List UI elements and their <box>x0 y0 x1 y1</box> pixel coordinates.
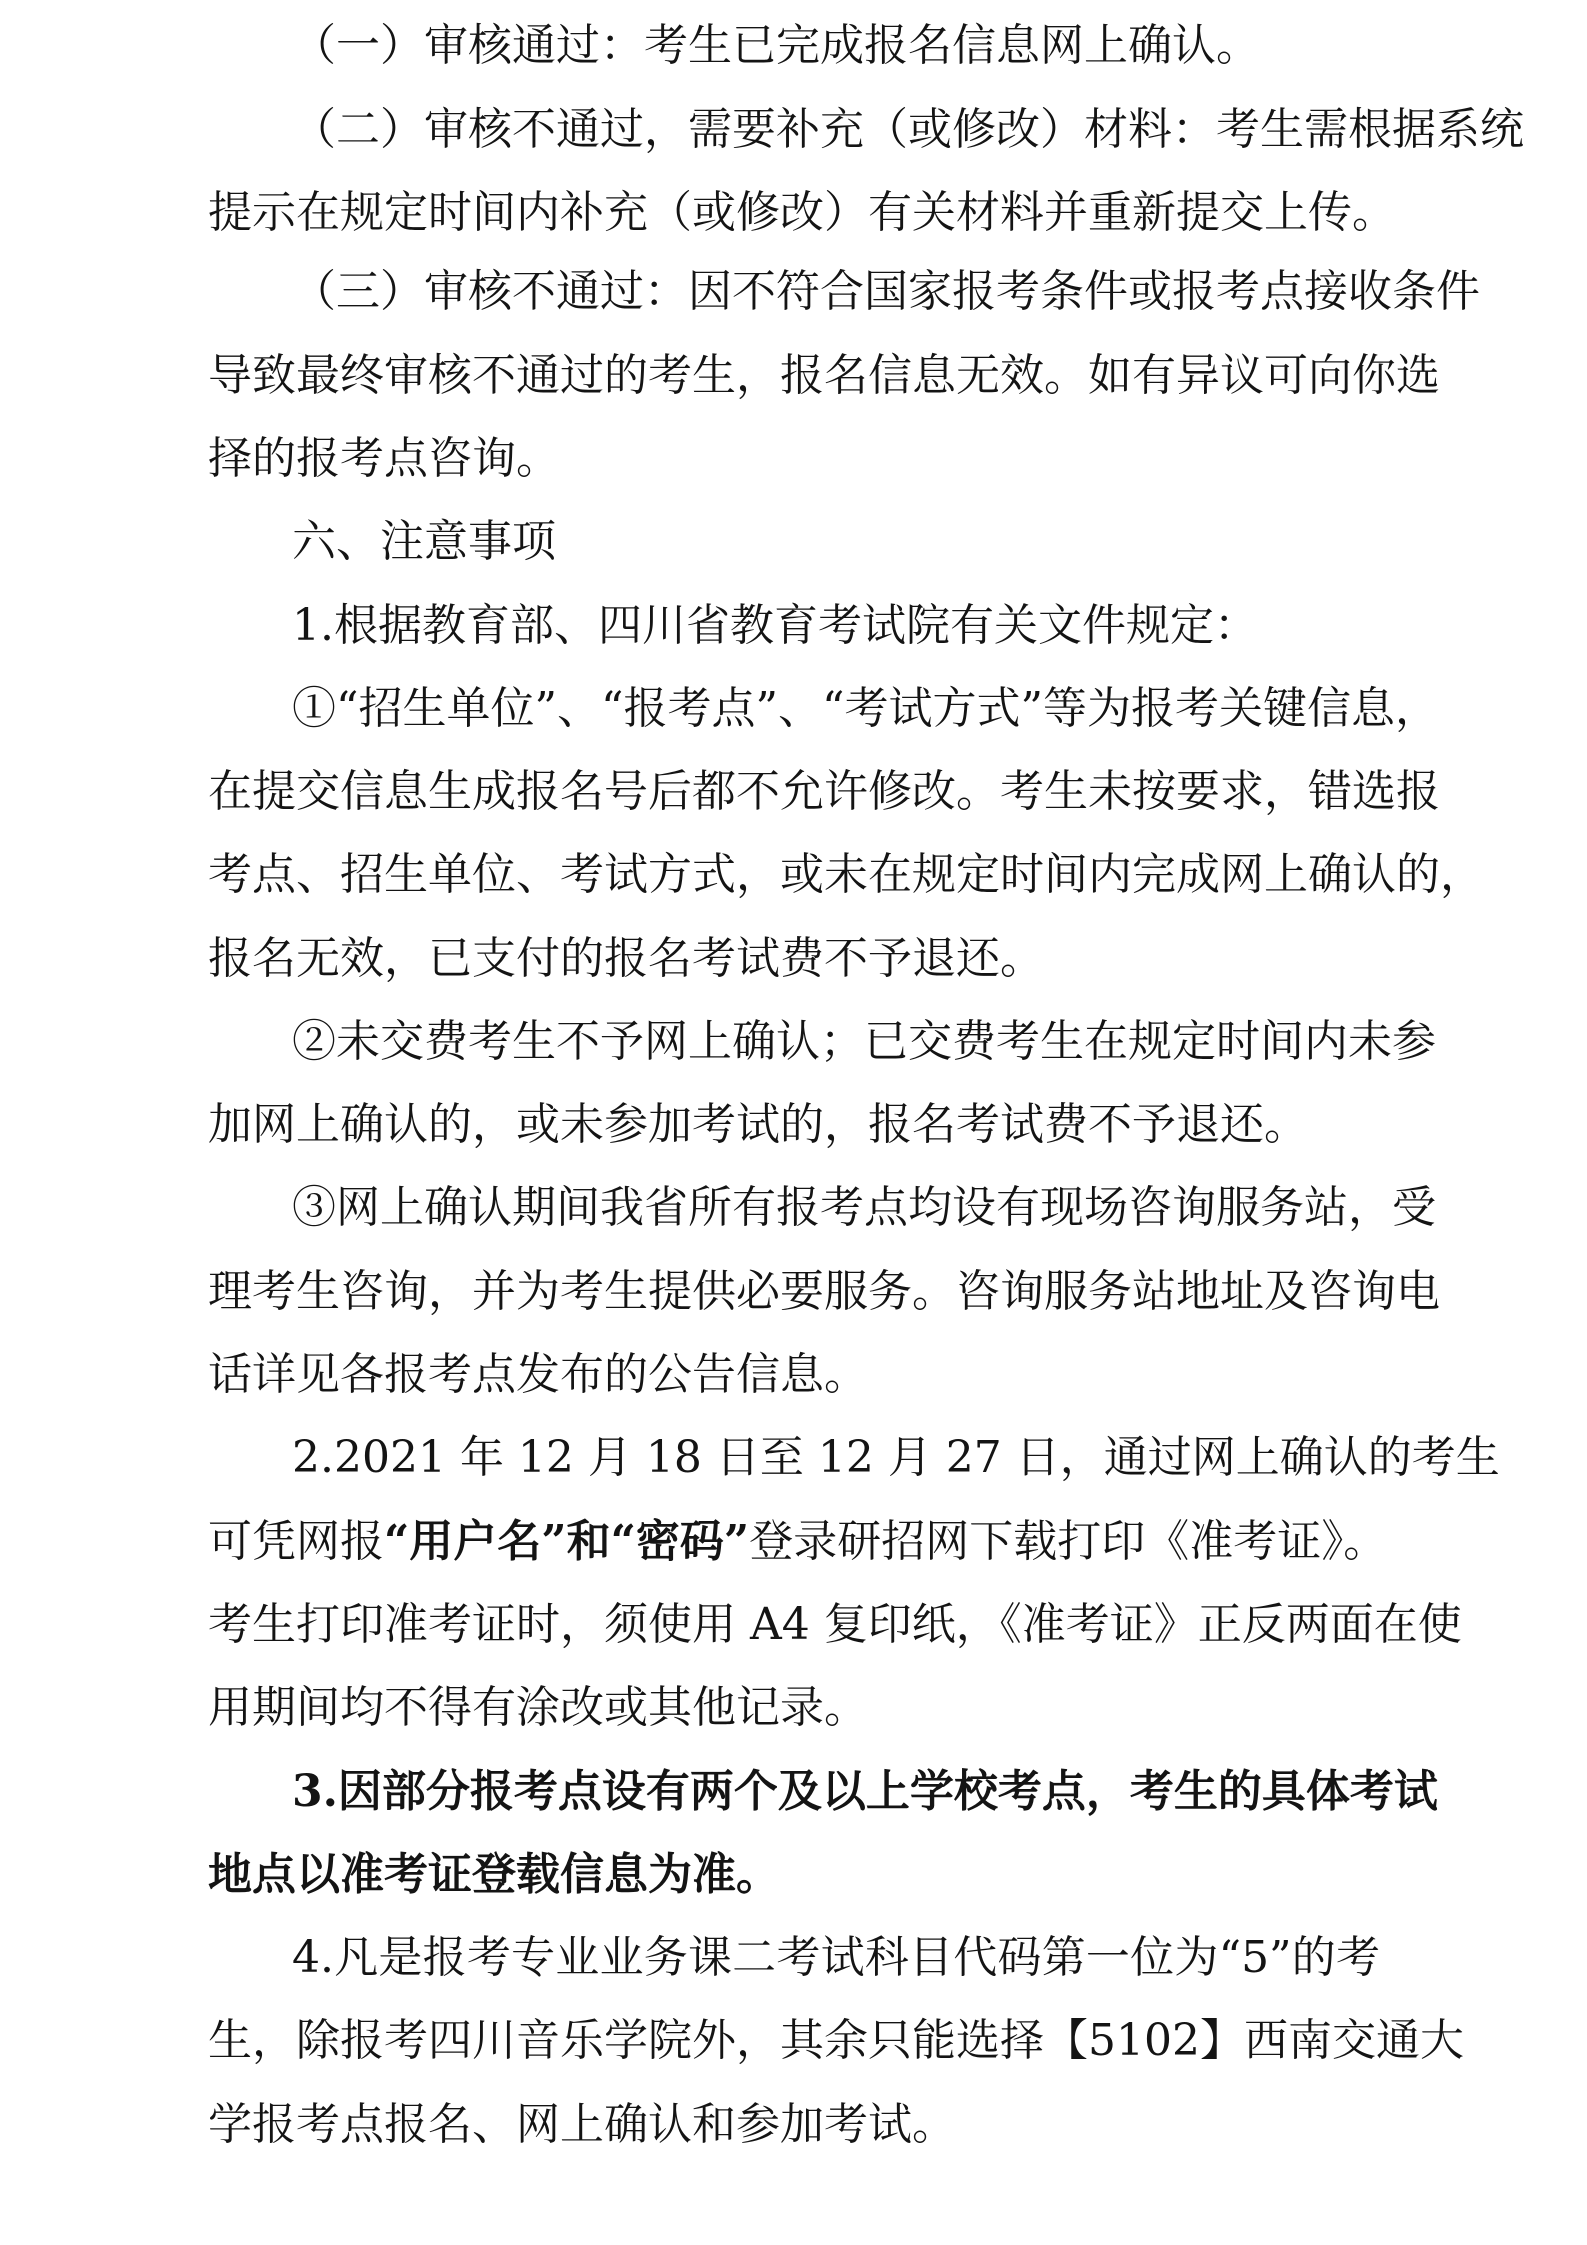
review-supplement-line-2: 提示在规定时间内补充（或修改）有关材料并重新提交上传。 <box>208 187 1396 238</box>
item2-line-1: 2.2021 年 12 月 18 日至 12 月 27 日，通过网上确认的考生 <box>292 1432 1500 1483</box>
item1-intro: 1.根据教育部、四川省教育考试院有关文件规定： <box>292 600 1258 651</box>
item1-p1-line-4: 报名无效，已支付的报名考试费不予退还。 <box>208 933 1044 984</box>
item2-line-3: 考生打印准考证时，须使用 A4 复印纸，《准考证》正反两面在使 <box>208 1599 1462 1650</box>
item1-p1-line-2: 在提交信息生成报名号后都不允许修改。考生未按要求，错选报 <box>208 766 1440 817</box>
item2-credentials: “用户名”和“密码” <box>384 1516 750 1567</box>
review-rejected-line-3: 择的报考点咨询。 <box>208 433 560 484</box>
review-rejected-line-2: 导致最终审核不通过的考生，报名信息无效。如有异议可向你选 <box>208 350 1440 401</box>
item4-line-3: 学报考点报名、网上确认和参加考试。 <box>208 2099 956 2150</box>
item3-line-2: 地点以准考证登载信息为准。 <box>208 1849 780 1900</box>
item1-p1-line-3: 考点、招生单位、考试方式，或未在规定时间内完成网上确认的， <box>208 849 1484 900</box>
item1-p3-line-1: ③网上确认期间我省所有报考点均设有现场咨询服务站，受 <box>292 1182 1436 1233</box>
item1-p1-line-1: ①“招生单位”、“报考点”、“考试方式”等为报考关键信息， <box>292 683 1439 734</box>
review-supplement-line-1: （二）审核不通过，需要补充（或修改）材料：考生需根据系统 <box>292 104 1524 155</box>
review-rejected-line-1: （三）审核不通过：因不符合国家报考条件或报考点接收条件 <box>292 266 1480 317</box>
item1-p2-line-1: ②未交费考生不予网上确认；已交费考生在规定时间内未参 <box>292 1016 1436 1067</box>
item2-line-2 <box>208 1512 1388 1572</box>
item1-p2-line-2: 加网上确认的，或未参加考试的，报名考试费不予退还。 <box>208 1099 1308 1150</box>
item1-p3-line-3: 话详见各报考点发布的公告信息。 <box>208 1349 868 1400</box>
item4-line-2: 生，除报考四川音乐学院外，其余只能选择【5102】西南交通大 <box>208 2015 1464 2066</box>
review-approved: （一）审核通过：考生已完成报名信息网上确认。 <box>292 20 1260 71</box>
section-heading: 六、注意事项 <box>292 516 556 567</box>
item4-line-1: 4.凡是报考专业业务课二考试科目代码第一位为“5”的考 <box>292 1932 1380 1983</box>
item2-line-2-start: 可凭网报 <box>208 1516 384 1567</box>
item3-line-1: 3.因部分报考点设有两个及以上学校考点，考生的具体考试 <box>292 1766 1438 1817</box>
item2-line-2-end: 登录研招网下载打印《准考证》。 <box>749 1516 1388 1567</box>
item2-line-4: 用期间均不得有涂改或其他记录。 <box>208 1682 868 1733</box>
item1-p3-line-2: 理考生咨询，并为考生提供必要服务。咨询服务站地址及咨询电 <box>208 1266 1440 1317</box>
